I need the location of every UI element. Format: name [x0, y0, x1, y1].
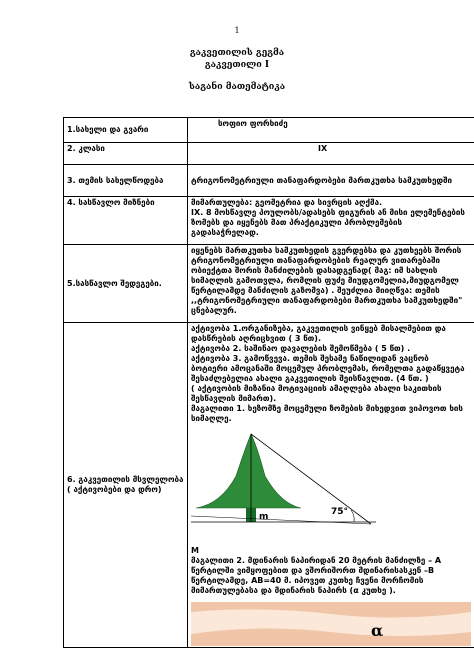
- text-line: აქტივობა 3. გამოწვევა. თემის შესამე ნაწილიდან ვაცნობ: [191, 354, 474, 364]
- tree-height-diagram: [191, 426, 474, 546]
- base-line: [191, 516, 371, 524]
- text-line: ტრიგონომეტრიული თანაფარდობების რეალურ ვითარებაში: [191, 256, 474, 266]
- lesson-plan-table: [63, 117, 474, 648]
- row-value: სოფიო ფორხიძე: [188, 118, 474, 143]
- text-line: ზომებს და იყენებს მათ პრაქტიკული პრობლემების: [191, 218, 474, 228]
- text-line: წერტილში ვიმყოფებით და ვშორიშორთ მდინარისასკენ –B: [191, 566, 474, 576]
- text-line: ცნებალურ.: [191, 306, 474, 316]
- text-line: მიმართულება: გეომეტრია და სივრცის აღქმა.: [191, 198, 474, 208]
- row-label: 6. გაკვეთილის მსვლელობა ( აქტივობები და დრო): [64, 323, 188, 648]
- row-value: [188, 197, 474, 245]
- row-value: ტრიგონომეტრიული თანაფარდობები მართკუთხა სამკუთხედში: [188, 165, 474, 197]
- row-label: 3. თემის სახელწოდება: [64, 165, 188, 197]
- text-line: წერტილამდე მანძილის გაზომვა) . შეუძლია მიიღწვა: თემის: [191, 286, 474, 296]
- alpha-label: α: [371, 621, 383, 640]
- text-line: შესწავლის მიმართ).: [191, 394, 474, 404]
- table-row: [64, 165, 474, 197]
- text-line: ,,ტრიგონომეტრიული თანაფარდობები მართკუთხა სამკუთხედში": [191, 296, 474, 306]
- table-row: [64, 118, 474, 143]
- row-label: 2. კლასი: [64, 143, 188, 165]
- sight-line: [251, 434, 371, 524]
- tree-shape: [196, 434, 301, 508]
- text-line: მიმართულებასა და მდინარის ნაპირს (α კუთხე ).: [191, 586, 474, 596]
- text-line: აქტივობა 2. საშინაო დავალების შემოწმება ( 5 წთ) .: [191, 344, 474, 354]
- text-line: შესაძლებელია ახალი გაკვეთილის შეისწავლით. (4 წთ. ): [191, 374, 474, 384]
- text-line: სიმაღლე.: [191, 414, 474, 424]
- lesson-number: გაკვეთილი I: [0, 60, 474, 70]
- text-line: სიმაღლის გამოთვლა, რომლის ფუძე მიუდგომელია,მიუდგომელ: [191, 276, 474, 286]
- row-label: 5.სასწავლო შედეგები.: [64, 245, 188, 323]
- point-label: m: [259, 512, 268, 522]
- text-line: მაგალითი 1. ხეზომზე მოცემული ზომების მიხედვით ვიპოვოთ ხის: [191, 404, 474, 414]
- text-line: ( აქტივობის მიზანია მოტივაციის ამაღლება ახალი საკითხის: [191, 384, 474, 394]
- text-line: IX. 8 მოსწავლე პოულობს/ადასებს ფიგურის ან მისი ელემენტების: [191, 208, 474, 218]
- page-number: 1: [0, 26, 474, 35]
- table-row: [64, 323, 474, 648]
- angle-label: 75°: [331, 507, 348, 517]
- plan-title: გაკვეთილის გეგმა: [0, 48, 474, 58]
- text-line: წერტილამდე, AB=40 მ. იპოვეთ კუთხე ჩვენი მორჩომის: [191, 576, 474, 586]
- row-value: [188, 323, 474, 648]
- row-value: [188, 245, 474, 323]
- text-line: დასწრების აღრიცხვით ( 3 წთ).: [191, 334, 474, 344]
- text-line: ობიექტთა შორის მანძილების დასადგენად( მაგ: იმ სახლის: [191, 266, 474, 276]
- row-label: 4. სასწავლო მიზნები: [64, 197, 188, 245]
- row-value: IX: [188, 143, 474, 165]
- text-line: აქტივობა 1.ორგანიზება, გაკვეთილის ვინყებ მისალმებით და: [191, 324, 474, 334]
- text-line: გადასაჭრელად.: [191, 228, 474, 238]
- text-line: იყენებს მართკუთხა სამკუთხედის გვერდებსა და კუთხეებს შორის: [191, 246, 474, 256]
- river-bank-image: [191, 602, 471, 646]
- text-line: ბოტიერი ამოცანაში მოცემულ პრობლემას, რომელთა გადაწყვეტა: [191, 364, 474, 374]
- subject: საგანი მათემატიკა: [0, 82, 474, 92]
- table-row: [64, 245, 474, 323]
- river-svg: [191, 602, 471, 646]
- table-row: [64, 143, 474, 165]
- text-line: M: [191, 546, 474, 556]
- text-line: მაგალითი 2. მდინარის ნაპირიდან 20 მეტრის მანძილზე – A: [191, 556, 474, 566]
- angle-arc: [351, 510, 354, 522]
- row-label: 1.სახელი და გვარი: [64, 118, 188, 143]
- table-row: [64, 197, 474, 245]
- tree-diagram-svg: [191, 426, 391, 544]
